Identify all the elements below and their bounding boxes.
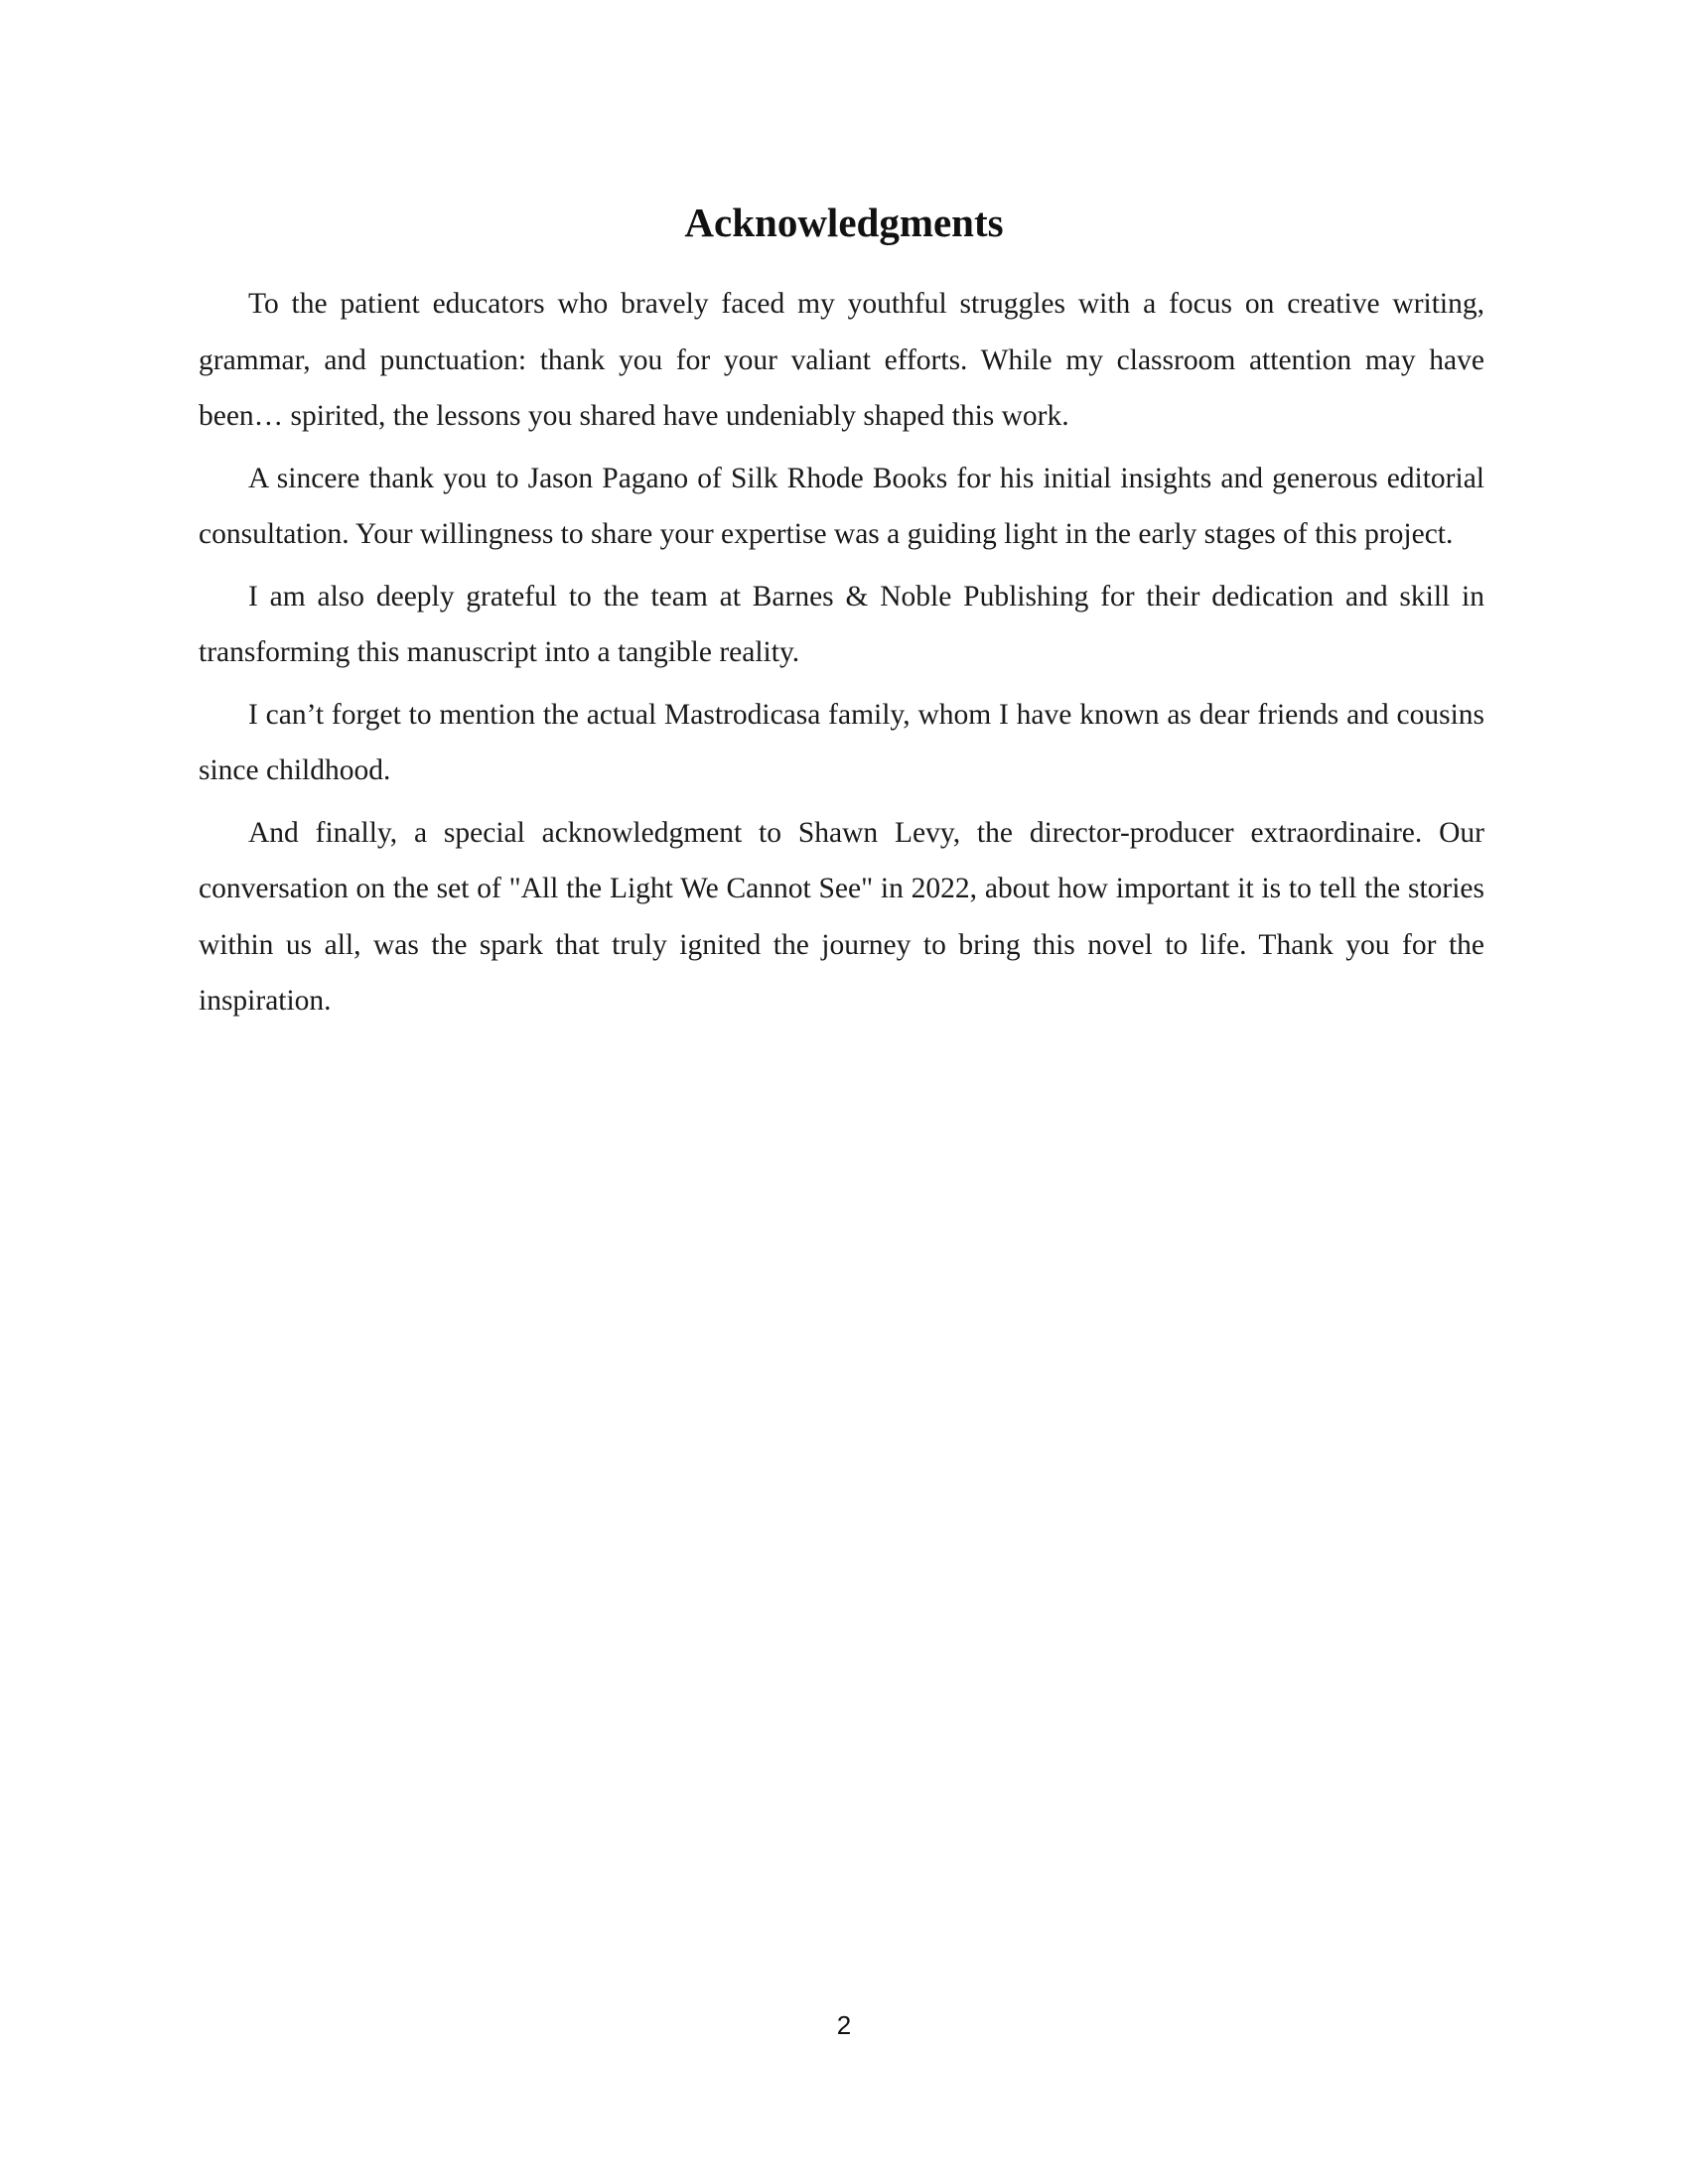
paragraph-educators: To the patient educators who bravely faced my youthful struggles with a focus on creative writing, grammar, and punctuation: thank you for your valiant efforts. While my classroom attention may have been… spirited, the lessons you shared have undeniably shaped this work. bbox=[199, 288, 1484, 432]
paragraph-mastrodicasa-family: I can’t forget to mention the actual Mastrodicasa family, whom I have known as dear friends and cousins since childhood. bbox=[199, 698, 1484, 786]
paragraph-shawn-levy: And finally, a special acknowledgment to Shawn Levy, the director-producer extraordinaire. Our conversation on the set of "All the Light We Cannot See" in 2022, about how important it is to tell the stories within us all, was the spark that truly ignited the journey to bring this novel to life. Thank you for the inspiration. bbox=[199, 816, 1484, 1017]
page-title: Acknowledgments bbox=[684, 200, 1004, 245]
page-number: 2 bbox=[836, 2010, 852, 2040]
acknowledgments-body bbox=[199, 276, 1484, 1035]
paragraph-barnes-noble: I am also deeply grateful to the team at Barnes & Noble Publishing for their dedication and skill in transforming this manuscript into a tangible reality. bbox=[199, 580, 1484, 668]
paragraph-jason-pagano: A sincere thank you to Jason Pagano of Silk Rhode Books for his initial insights and generous editorial consultation. Your willingness to share your expertise was a guiding light in the early stages of this project. bbox=[199, 462, 1484, 550]
